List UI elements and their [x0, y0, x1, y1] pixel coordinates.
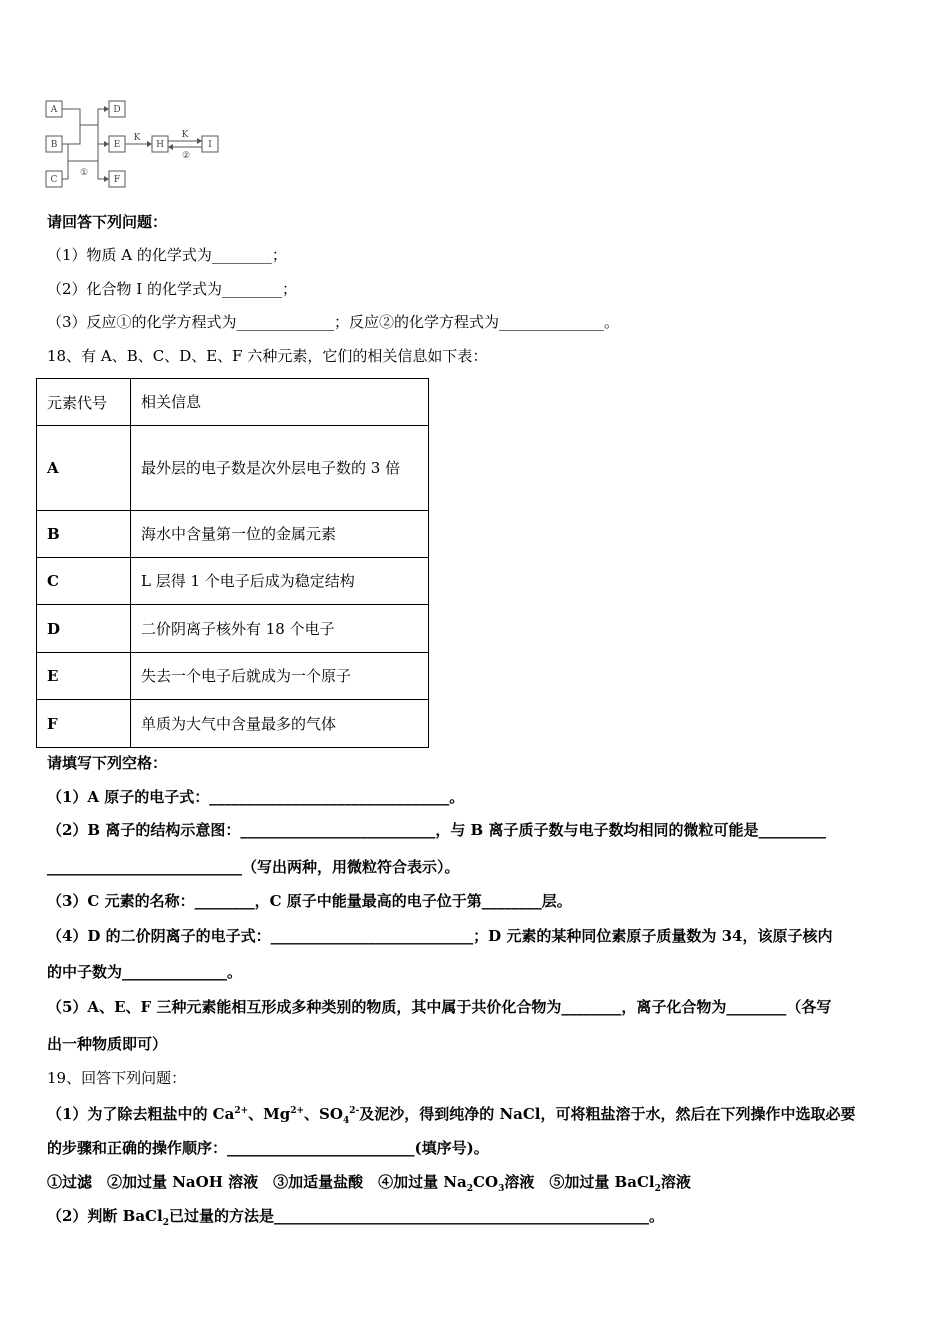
q19-stem: 19、回答下列问题：: [47, 1069, 187, 1087]
q18-sub2b: __________________________（写出两种，用微粒符合表示）。: [47, 858, 460, 876]
q17-prompt: 请回答下列问题：: [47, 213, 168, 231]
q19-sub1-so: 、SO: [304, 1105, 343, 1123]
arrow-label-k2: K: [181, 130, 189, 140]
element-code: F: [37, 700, 131, 748]
table-header-row: [37, 379, 429, 426]
table-row: [37, 700, 429, 748]
na-subscript: 2: [466, 1184, 474, 1194]
so-charge: 2-: [349, 1106, 360, 1116]
q18-sub5b: 出一种物质即可）: [47, 1035, 168, 1053]
q19-sub1-post: 及泥沙，得到纯净的 NaCl，可将粗盐溶于水，然后在下列操作中选取必要: [359, 1105, 856, 1123]
q18-sub2a: （2）B 离子的结构示意图：__________________________，与 B 离子质子数与电子数均相同的微粒可能是_________: [47, 821, 826, 839]
circle-label-2: ②: [181, 151, 191, 161]
q19-sub1-pre: （1）为了除去粗盐中的 Ca: [47, 1105, 235, 1123]
co-subscript: 3: [498, 1184, 505, 1194]
q18-prompt: 请填写下列空格：: [47, 754, 168, 772]
reaction-diagram: [40, 95, 230, 195]
box-label-f: F: [113, 175, 121, 185]
q18-sub4a: （4）D 的二价阴离子的电子式：___________________________；D 元素的某种同位素原子质量数为 34，该原子核内: [47, 927, 833, 945]
element-code: E: [37, 653, 131, 700]
ops-post: 溶液 ⑤加过量 BaCl: [504, 1173, 655, 1191]
q18-stem: 18、有 A、B、C、D、E、F 六种元素，它们的相关信息如下表：: [47, 347, 488, 365]
box-label-a: A: [50, 105, 58, 115]
element-code: B: [37, 511, 131, 558]
q19-sub1: [47, 1100, 856, 1132]
q19-sub2-pre: （2）判断 BaCl: [47, 1207, 163, 1225]
bacl-subscript: 2: [162, 1218, 169, 1228]
box-label-e: E: [113, 140, 121, 150]
table-header-code: 元素代号: [37, 379, 131, 426]
ops-end: 溶液: [660, 1173, 691, 1191]
table-row: [37, 426, 429, 511]
table-row: [37, 511, 429, 558]
q17-sub3: （3）反应①的化学方程式为_____________；反应②的化学方程式为______________。: [47, 313, 620, 331]
q17-sub1: （1）物质 A 的化学式为________；: [47, 246, 287, 264]
element-info: 单质为大气中含量最多的气体: [131, 700, 429, 748]
q18-sub1: （1）A 原子的电子式：________________________________。: [47, 788, 465, 806]
element-info: L 层得 1 个电子后成为稳定结构: [131, 558, 429, 605]
box-label-i: I: [208, 140, 212, 150]
q17-sub2: （2）化合物 I 的化学式为________；: [47, 280, 298, 298]
so-subscript: 4: [342, 1116, 350, 1126]
table-header-info: 相关信息: [131, 379, 429, 426]
box-label-h: H: [156, 140, 164, 150]
ops-co: CO: [473, 1173, 499, 1191]
box-label-d: D: [113, 105, 121, 115]
table-row: [37, 558, 429, 605]
box-label-c: C: [50, 175, 58, 185]
ops-pre: ①过滤 ②加过量 NaOH 溶液 ③加适量盐酸 ④加过量 Na: [47, 1173, 467, 1191]
element-info: 海水中含量第一位的金属元素: [131, 511, 429, 558]
element-info: 二价阴离子核外有 18 个电子: [131, 605, 429, 653]
table-row: [37, 653, 429, 700]
box-label-b: B: [50, 140, 58, 150]
q19-sub1-mg: 、Mg: [248, 1105, 291, 1123]
q19-sub2: [47, 1205, 664, 1234]
element-info-table: [36, 378, 429, 748]
element-code: C: [37, 558, 131, 605]
q19-operations: [47, 1171, 691, 1200]
element-info: 失去一个电子后就成为一个原子: [131, 653, 429, 700]
circle-label-1: ①: [79, 168, 89, 178]
table-row: [37, 605, 429, 653]
ba-subscript: 2: [654, 1184, 661, 1194]
arrow-label-k1: K: [133, 133, 141, 143]
q18-sub3: （3）C 元素的名称：________，C 原子中能量最高的电子位于第________层。: [47, 892, 572, 910]
ca-charge: 2+: [234, 1106, 249, 1116]
q18-sub4b: 的中子数为______________。: [47, 963, 243, 981]
element-code: A: [37, 426, 131, 511]
q19-sub1b: 的步骤和正确的操作顺序：_________________________(填序号)。: [47, 1139, 489, 1157]
element-info: 最外层的电子数是次外层电子数的 3 倍: [131, 426, 429, 511]
q19-sub2-post: 已过量的方法是__________________________________________________。: [168, 1207, 664, 1225]
q18-sub5a: （5）A、E、F 三种元素能相互形成多种类别的物质，其中属于共价化合物为________，离子化合物为________（各写: [47, 998, 832, 1016]
mg-charge: 2+: [290, 1106, 305, 1116]
element-code: D: [37, 605, 131, 653]
